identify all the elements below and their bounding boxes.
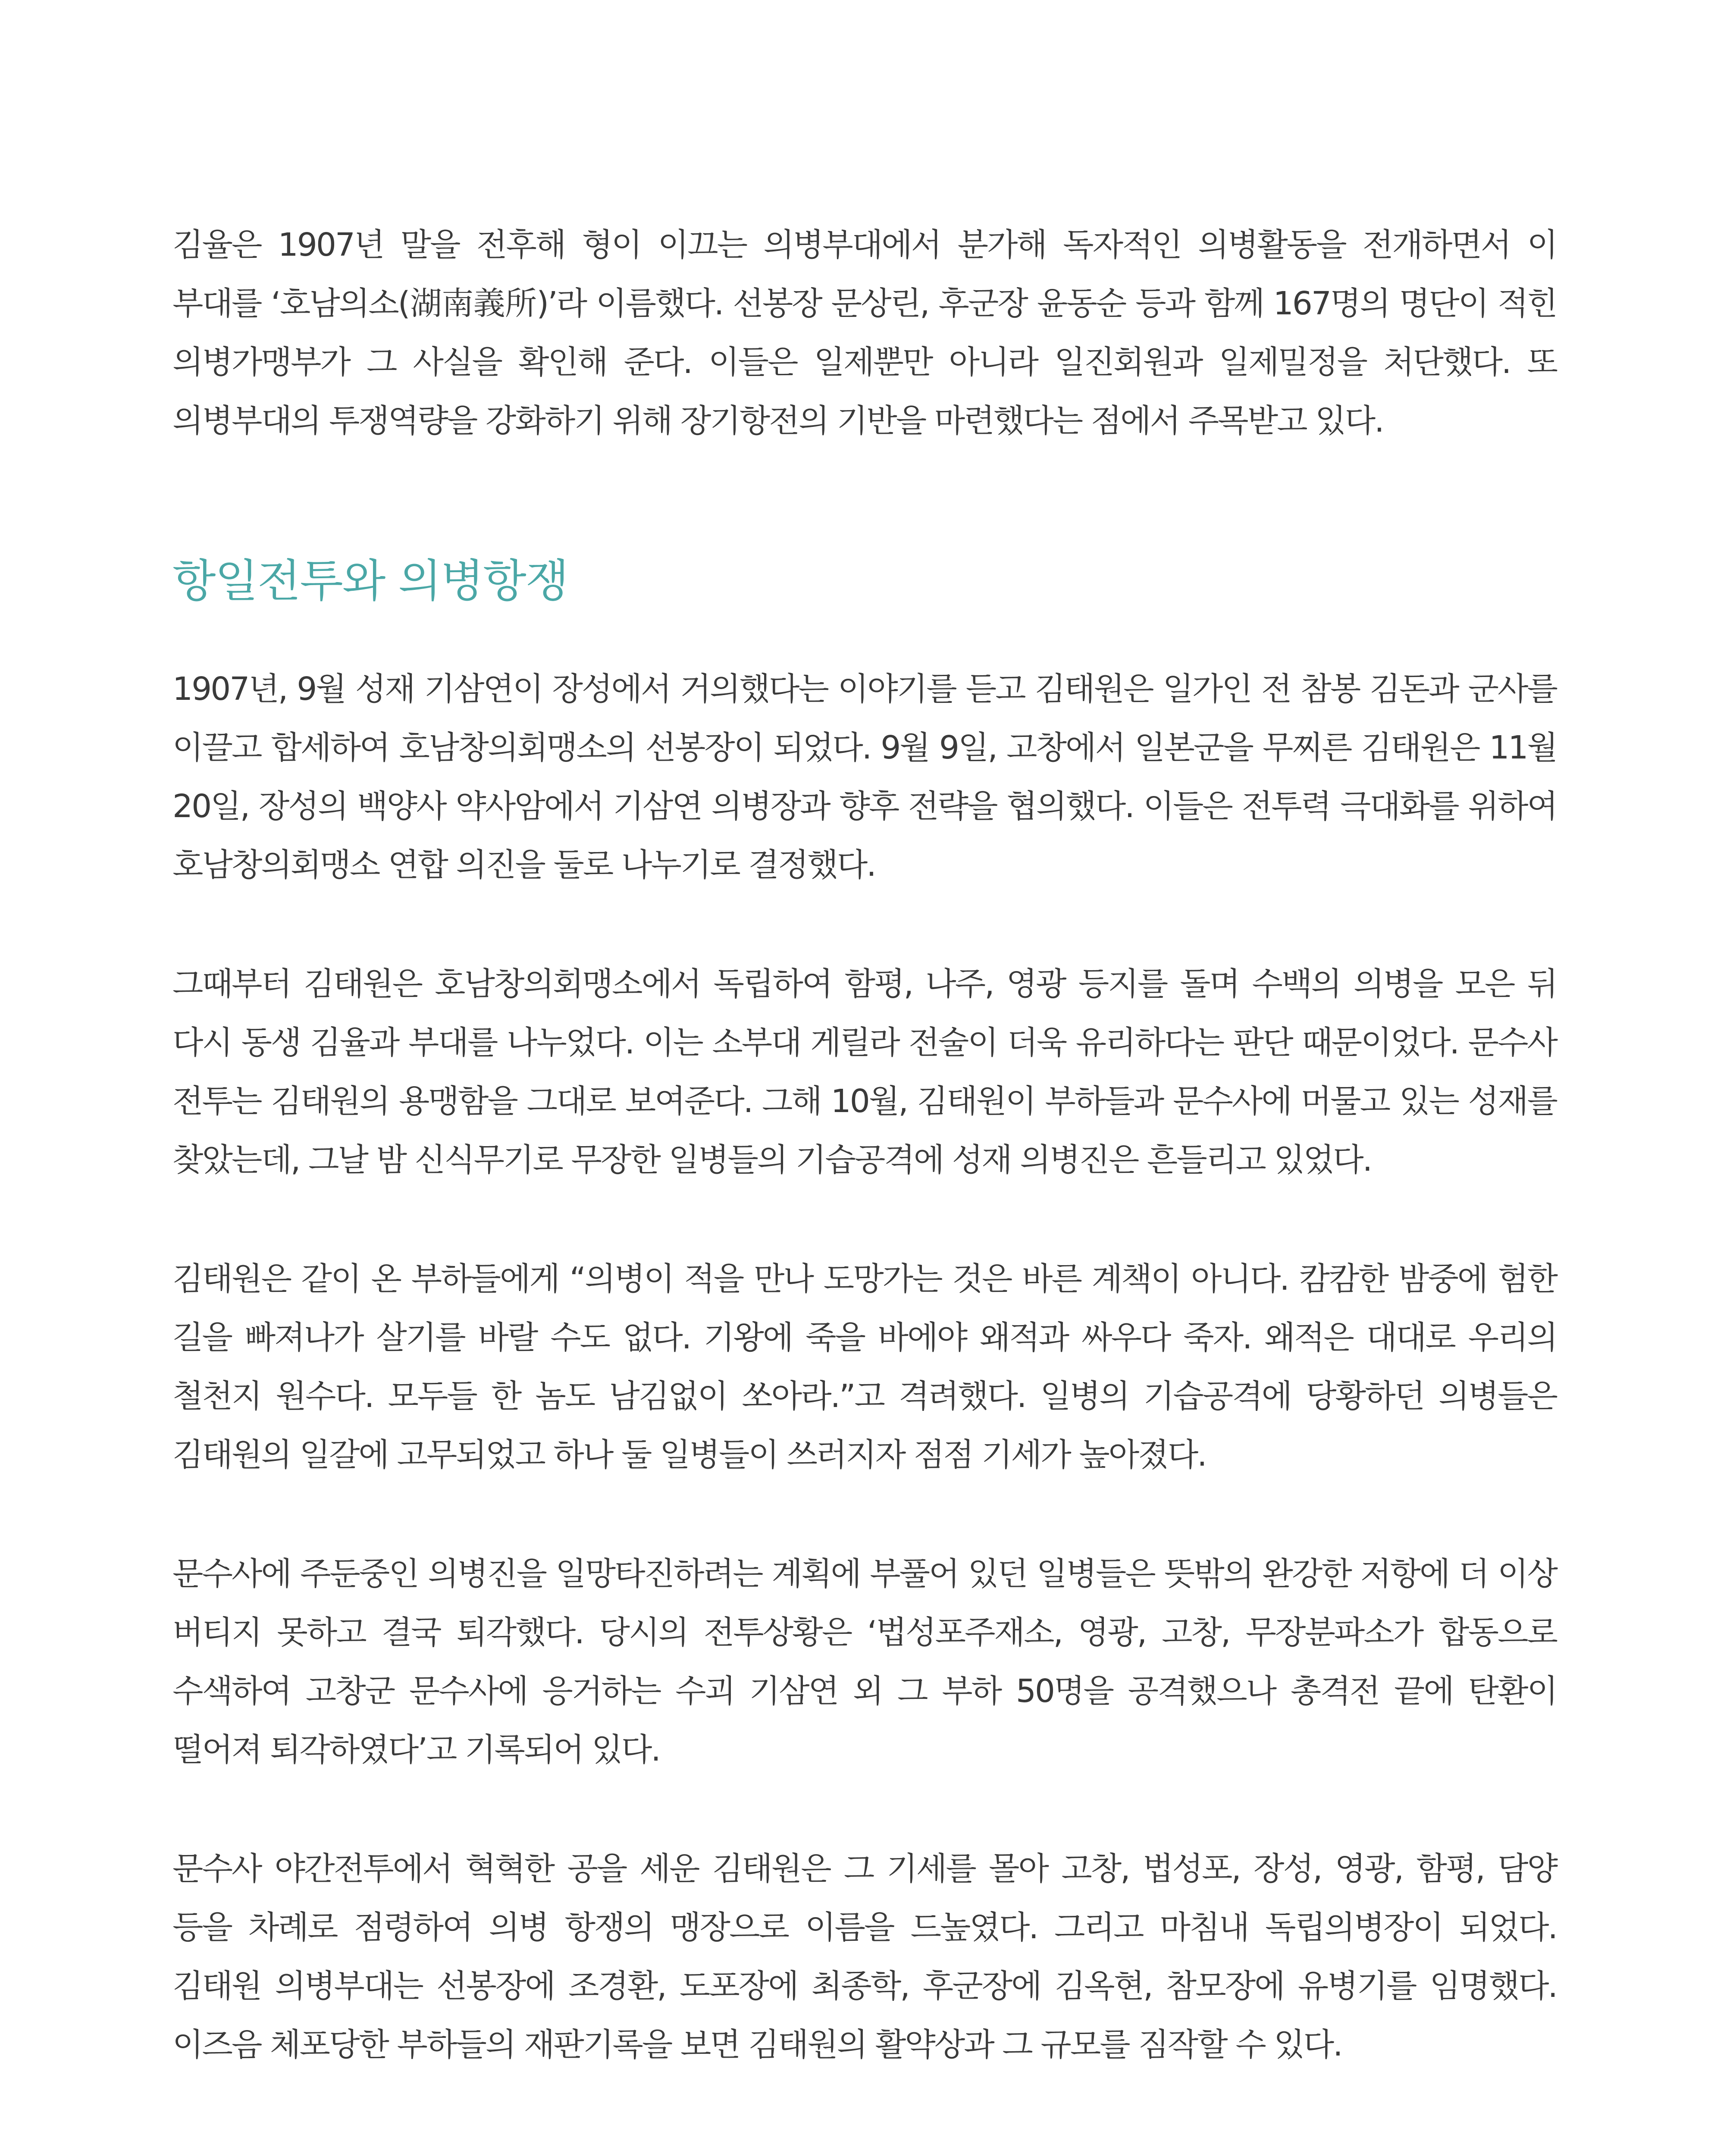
body-paragraph-5: 문수사 야간전투에서 혁혁한 공을 세운 김태원은 그 기세를 몰아 고창, 법성포, 장성, 영광, 함평, 담양 등을 차례로 점령하여 의병 항쟁의 맹장으로 이름을 드높였다. 그리고 마침내 독립의병장이 되었다. 김태원 의병부대는 선봉장에 조경환, 도포장에 최종학, 후군장에 김옥현, 참모장에 유병기를 임명했다. 이즈음 체포당한 부하들의 재판기록을 보면 김태원의 활약상과 그 규모를 짐작할 수 있다. — [172, 1850, 1557, 2063]
body-paragraph-2: 그때부터 김태원은 호남창의회맹소에서 독립하여 함평, 나주, 영광 등지를 돌며 수백의 의병을 모은 뒤 다시 동생 김율과 부대를 나누었다. 이는 소부대 게릴라 전술이 더욱 유리하다는 판단 때문이었다. 문수사 전투는 김태원의 용맹함을 그대로 보여준다. 그해 10월, 김태원이 부하들과 문수사에 머물고 있는 성재를 찾았는데, 그날 밤 신식무기로 무장한 일병들의 기습공격에 성재 의병진은 흔들리고 있었다. — [172, 965, 1557, 1178]
body-paragraph-3: 김태원은 같이 온 부하들에게 “의병이 적을 만나 도망가는 것은 바른 계책이 아니다. 캄캄한 밤중에 험한 길을 빠져나가 살기를 바랄 수도 없다. 기왕에 죽을 바에야 왜적과 싸우다 죽자. 왜적은 대대로 우리의 철천지 원수다. 모두들 한 놈도 남김없이 쏘아라.”고 격려했다. 일병의 기습공격에 당황하던 의병들은 김태원의 일갈에 고무되었고 하나 둘 일병들이 쓰러지자 점점 기세가 높아졌다. — [172, 1260, 1557, 1473]
section-heading: 항일전투와 의병항쟁 — [172, 555, 568, 607]
body-paragraph-4: 문수사에 주둔중인 의병진을 일망타진하려는 계획에 부풀어 있던 일병들은 뜻밖의 완강한 저항에 더 이상 버티지 못하고 결국 퇴각했다. 당시의 전투상황은 ‘법성포주재소, 영광, 고창, 무장분파소가 합동으로 수색하여 고창군 문수사에 응거하는 수괴 기삼연 외 그 부하 50명을 공격했으나 총격전 끝에 탄환이 떨어져 퇴각하였다’고 기록되어 있다. — [172, 1555, 1557, 1768]
document-page — [172, 216, 1557, 2074]
body-paragraph-1: 1907년, 9월 성재 기삼연이 장성에서 거의했다는 이야기를 듣고 김태원은 일가인 전 참봉 김돈과 군사를 이끌고 합세하여 호남창의회맹소의 선봉장이 되었다. 9월 9일, 고창에서 일본군을 무찌른 김태원은 11월 20일, 장성의 백양사 약사암에서 기삼연 의병장과 향후 전략을 협의했다. 이들은 전투력 극대화를 위하여 호남창의회맹소 연합 의진을 둘로 나누기로 결정했다. — [172, 671, 1557, 884]
intro-paragraph: 김율은 1907년 말을 전후해 형이 이끄는 의병부대에서 분가해 독자적인 의병활동을 전개하면서 이 부대를 ‘호남의소(湖南義所)’라 이름했다. 선봉장 문상린, 후군장 윤동순 등과 함께 167명의 명단이 적힌 의병가맹부가 그 사실을 확인해 준다. 이들은 일제뿐만 아니라 일진회원과 일제밀정을 처단했다. 또 의병부대의 투쟁역량을 강화하기 위해 장기항전의 기반을 마련했다는 점에서 주목받고 있다. — [172, 226, 1557, 439]
